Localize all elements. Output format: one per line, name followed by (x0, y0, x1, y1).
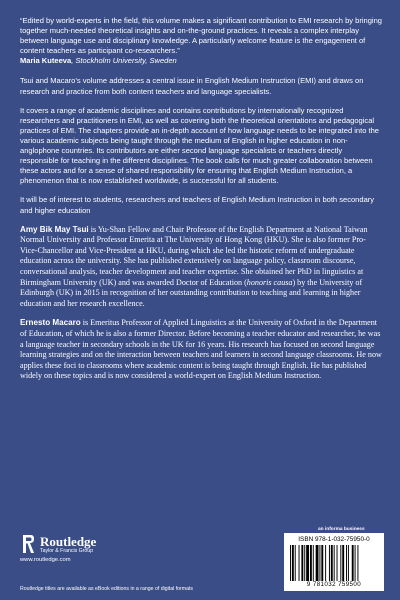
editor-name: Amy Bik May Tsui (20, 224, 89, 234)
summary-paragraph-2: It covers a range of academic disciplines and contains contributions by internationally recognized researchers and practitioners in EMI, as well as covering both the theoretical orientations and pedagogical practices of EMI. The chapters provide an in-depth account of how language needs to be integrated into the various academic subjects being taught through the medium of English in higher education in non-anglophone countries. Its contributors are either second language specialists or teachers directly responsible for teaching in the different disciplines. The book calls for much greater collaboration between these actors and for a sense of shared responsibility for ensuring that English Medium Instruction, a phenomenon that is now established worldwide, is successful for all students. (20, 105, 379, 186)
editor-bio-tsui: Amy Bik May Tsui is Yu-Shan Fellow and Chair Professor of the English Department at National Taiwan Normal University and Professor Emerita at The University of Hong Kong (HKU). She is also former Pro-Vice-Chancellor and Vice-President at HKU, during which she led the historic reform of undergraduate education across the university. She has published extensively on language policy, classroom discourse, conversational analysis, teacher development and teacher expertise. She obtained her PhD in linguistics at Birmingham University (UK) and was awarded Doctor of Education (honoris causa) by the University of Edinburgh (UK) in 2015 in recognition of her outstanding contribution to teaching and learning in higher education and her research excellence. (20, 224, 368, 308)
publisher-url: www.routledge.com (20, 557, 71, 563)
routledge-logo-icon (20, 533, 36, 555)
barcode-number: 9 781032 759500 (306, 581, 362, 588)
isbn-text: ISBN 978-1-032-75950-0 (298, 536, 370, 543)
publisher-logo (20, 533, 96, 555)
publisher-group: Taylor & Francis Group (40, 547, 94, 554)
endorsement-author: Maria Kuteeva (20, 56, 72, 66)
ebook-note: Routledge titles are available as eBook editions in a range of digital formats (20, 586, 194, 592)
endorsement (20, 16, 382, 66)
endorsement-affiliation: , Stockholm University, Sweden (71, 56, 177, 66)
barcode-panel (284, 533, 384, 591)
barcode-image (288, 545, 380, 581)
editor-name: Ernesto Macaro (20, 318, 81, 328)
summary-paragraph-1: Tsui and Macaro’s volume addresses a central issue in English Medium Instruction (EMI) and draws on research and practice from both content teachers and language specialists. (20, 76, 364, 96)
summary-paragraph-3: It will be of interest to students, researchers and teachers of English Medium Instruction in both secondary and higher education (20, 195, 375, 215)
publisher-name: Routledge (40, 533, 97, 549)
cover-text (20, 16, 382, 391)
endorsement-text: “Edited by world-experts in the field, this volume makes a significant contribution to EMI research by bringing together much-needed theoretical insights and on-the-ground practices. It reveals a complex interplay between language use and disciplinary knowledge. A particularly welcome feature is the engagement of content teachers as participant co-researchers.” (20, 16, 383, 56)
informa-label: an informa business (318, 527, 365, 532)
editor-bio-macaro: Ernesto Macaro is Emeritus Professor of Applied Linguistics at the University of Oxford in the Department of Education, of which he is also a former Director. Before becoming a teacher educator and researcher, he was a language teacher in secondary schools in the UK for 16 years. His research has focused on second language learning strategies and on the interaction between teachers and learners in second language classrooms. He now applies these foci to classrooms where academic content is being taught through English. He has published widely on these topics and is now considered a world-expert on English Medium Instruction. (20, 318, 382, 381)
